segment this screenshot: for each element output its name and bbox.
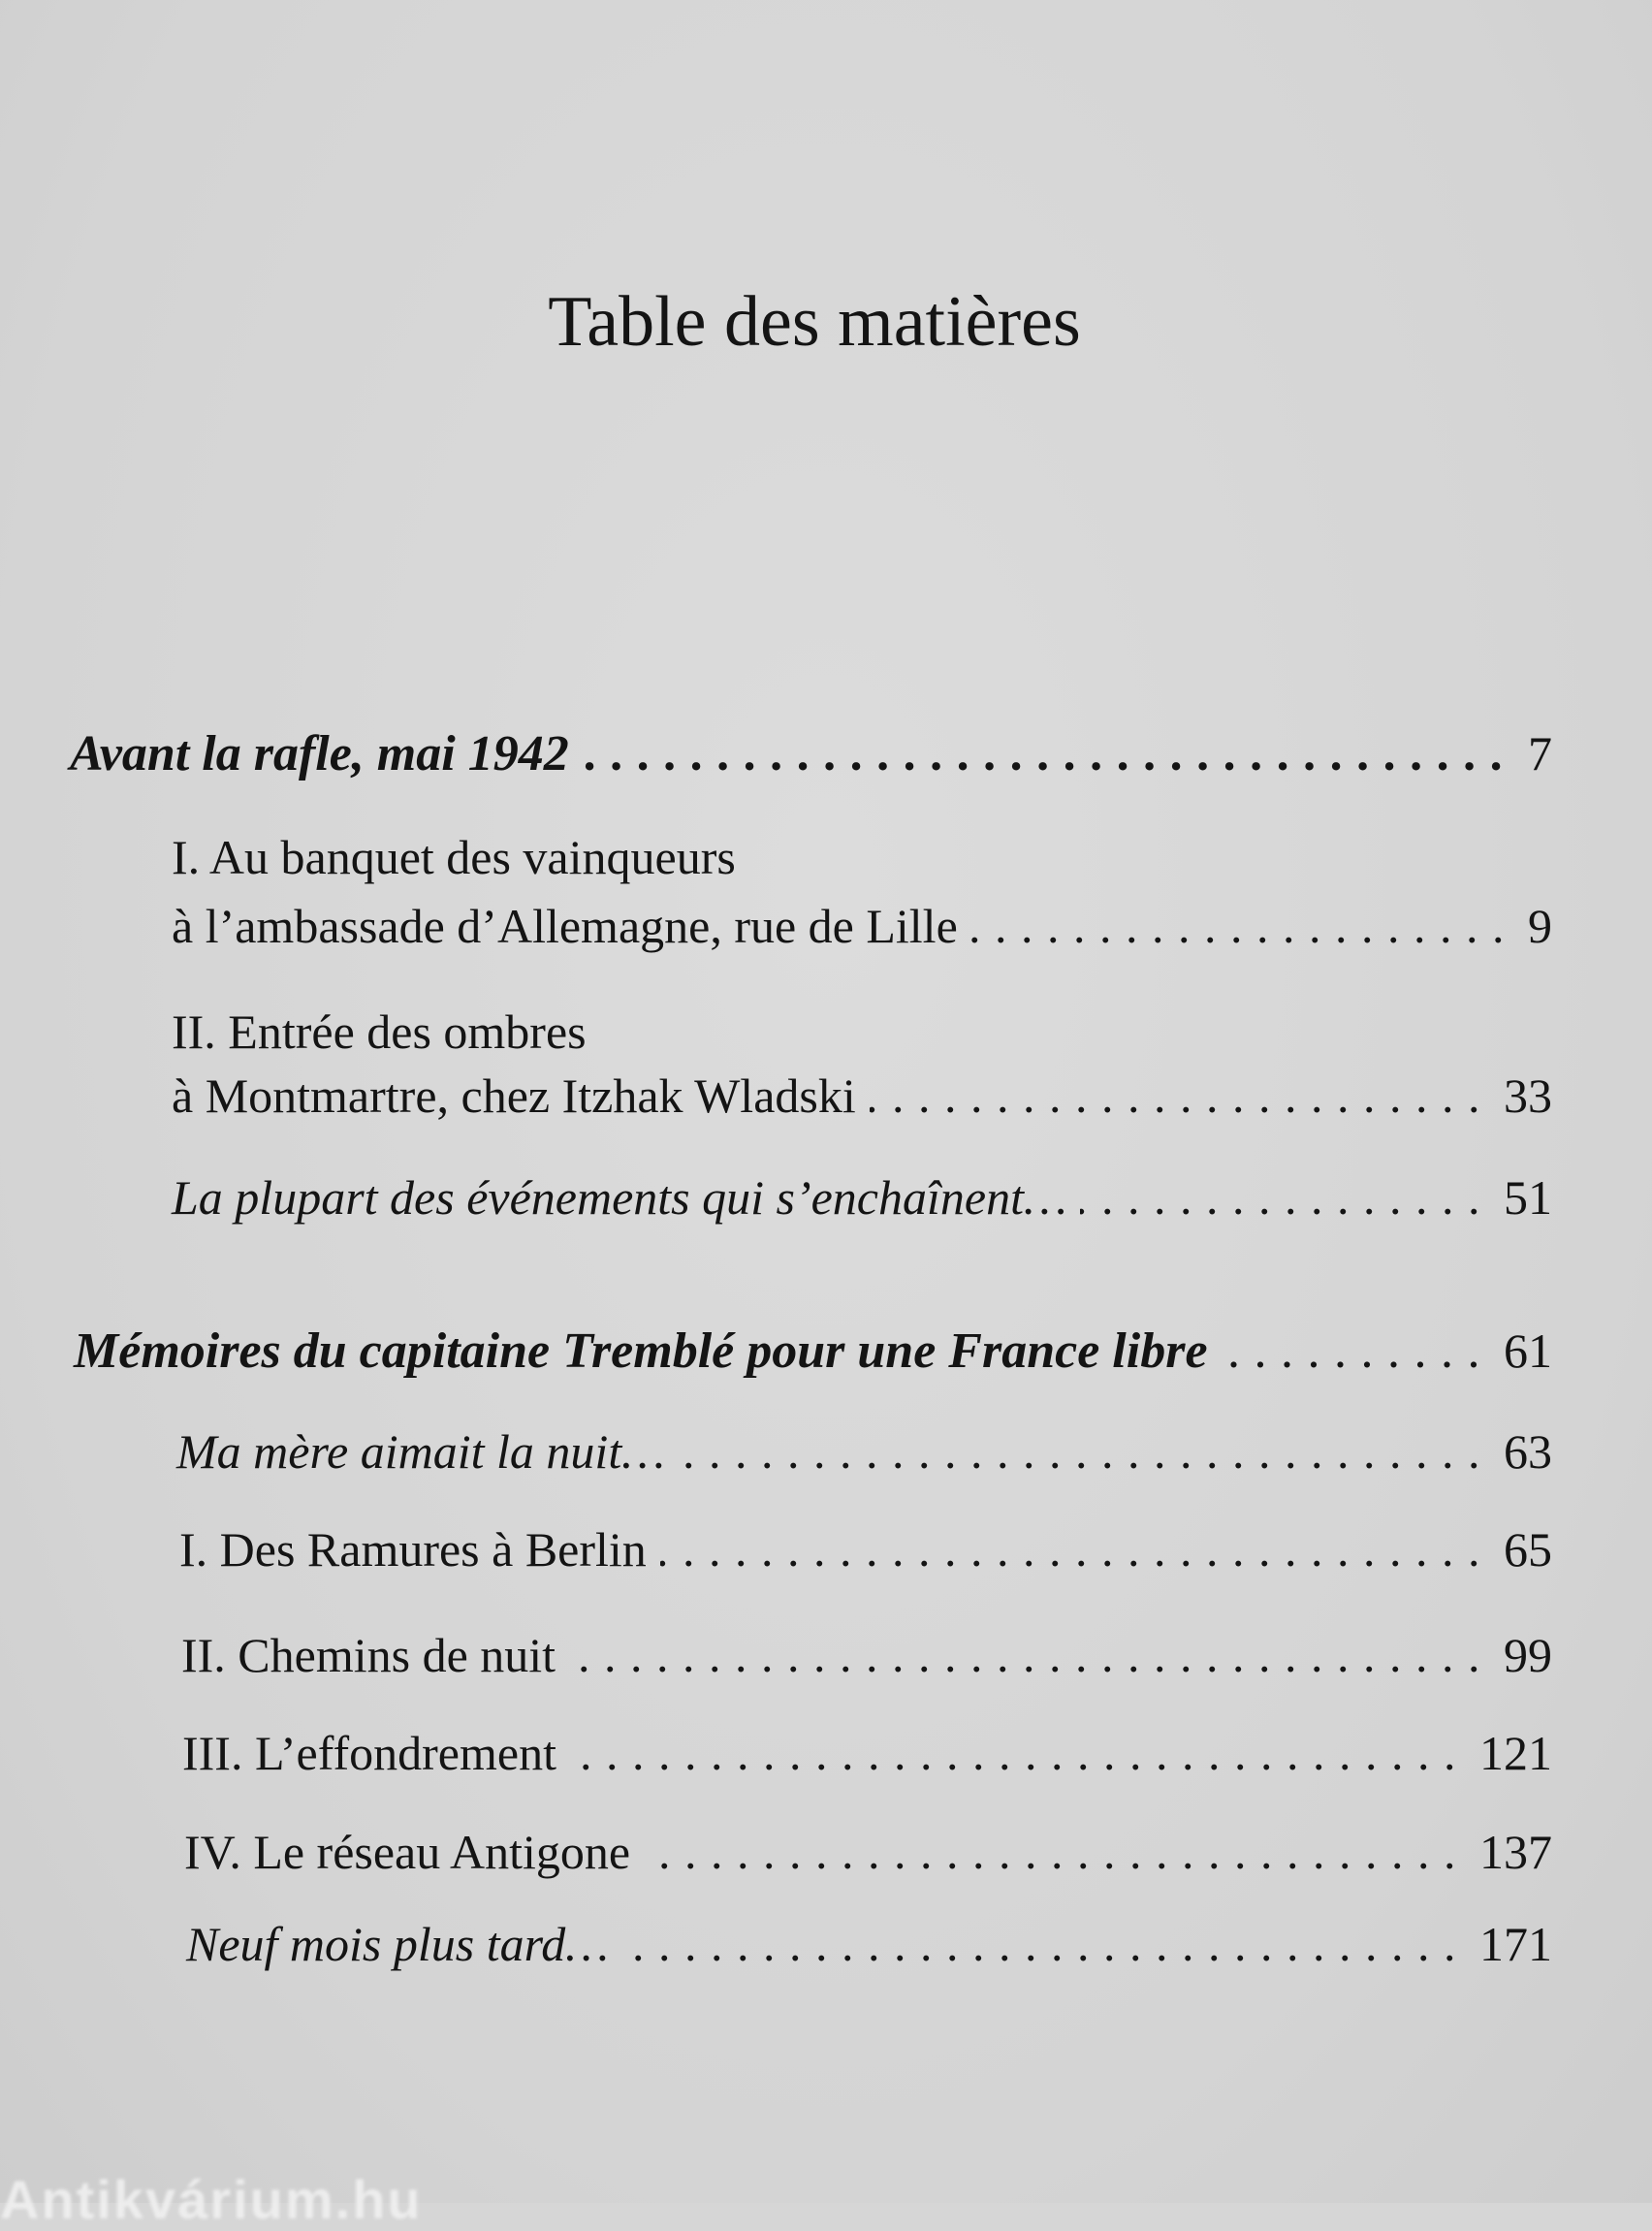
toc-entry: à Montmartre, chez Itzhak Wladski ..... 33 — [172, 1071, 1552, 1120]
dot-leader — [660, 1525, 1494, 1574]
dot-leader — [570, 1729, 1470, 1777]
dot-leader — [679, 1427, 1494, 1476]
toc-part-entry: Avant la rafle, mai 1942 ..... 7 — [70, 729, 1552, 780]
toc-entry: à l’ambassade d’Allemagne, rue de Lille ..... 9 — [172, 902, 1552, 950]
dot-leader — [870, 1071, 1494, 1120]
dot-leader — [1222, 1326, 1494, 1377]
toc-entry: II. Chemins de nuit ..... 99 — [181, 1631, 1552, 1679]
dot-leader — [622, 1920, 1470, 1968]
dot-leader — [1080, 1173, 1494, 1222]
toc-entry: I. Des Ramures à Berlin ..... 65 — [179, 1525, 1552, 1574]
toc-entry-line1: I. Au banquet des vainqueurs — [172, 830, 736, 884]
toc-entry: IV. Le réseau Antigone ..... 137 — [184, 1828, 1552, 1876]
toc-entry: La plupart des événements qui s’enchaînent… ..... 51 — [172, 1173, 1552, 1222]
toc-entry: Ma mère aimait la nuit… ..... 63 — [176, 1427, 1552, 1476]
dot-leader — [644, 1828, 1470, 1876]
dot-leader — [971, 902, 1518, 950]
toc-entry: Neuf mois plus tard… ..... 171 — [186, 1920, 1552, 1968]
dot-leader — [583, 729, 1518, 780]
watermark: Antikvárium.hu — [0, 2169, 423, 2230]
toc-entry-line1: II. Entrée des ombres — [172, 1004, 587, 1059]
toc-part-entry: Mémoires du capitaine Tremblé pour une France libre ..... 61 — [74, 1326, 1552, 1377]
page-title: Table des matières — [548, 282, 1081, 362]
dot-leader — [569, 1631, 1494, 1679]
toc-entry: III. L’effondrement ..... 121 — [182, 1729, 1552, 1777]
